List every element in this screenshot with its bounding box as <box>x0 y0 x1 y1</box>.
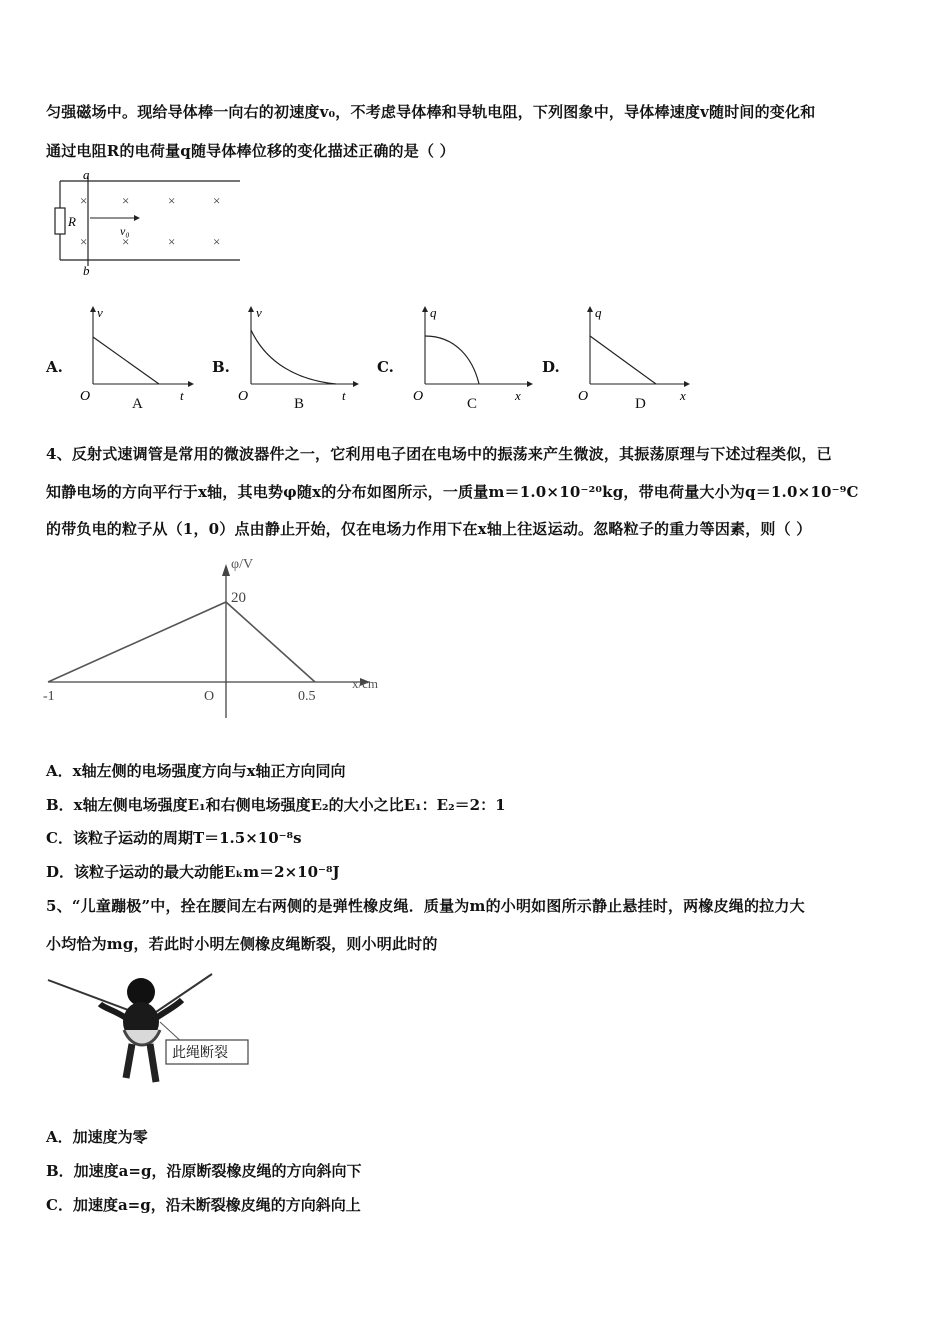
resistor-label: R <box>68 214 76 229</box>
svg-text:×: × <box>122 234 130 249</box>
svg-text:t: t <box>180 388 184 403</box>
svg-text:O: O <box>238 389 249 404</box>
magnetic-field-marks <box>80 193 220 249</box>
rod-end-b: b <box>83 263 90 278</box>
x-tick-0-5: 0.5 <box>298 689 316 704</box>
rod-end-a: a <box>83 168 90 182</box>
svg-text:q: q <box>595 305 602 320</box>
svg-text:x: x <box>515 388 521 403</box>
svg-text:×: × <box>168 234 176 249</box>
y-axis-label: φ/V <box>231 557 254 572</box>
q4-option-a[interactable]: A．x轴左侧的电场强度方向与x轴正方向同向 <box>46 762 346 780</box>
potential-line <box>48 602 315 682</box>
q4-text-line-2: 知静电场的方向平行于x轴，其电势φ随x的分布如图所示，一质量m＝1.0×10⁻²⁰kg，带电荷量大小为q＝1.0×10⁻⁹C <box>46 483 859 501</box>
q5-text-line-2: 小均恰为mg，若此时小明左侧橡皮绳断裂，则小明此时的 <box>46 935 438 953</box>
svg-text:×: × <box>213 234 221 249</box>
harness <box>124 1030 160 1045</box>
svg-text:O: O <box>578 389 589 404</box>
svg-text:v: v <box>97 305 103 320</box>
svg-text:×: × <box>168 193 176 208</box>
q5-option-c[interactable]: C．加速度a=g，沿未断裂橡皮绳的方向斜向上 <box>46 1196 361 1214</box>
svg-text:O: O <box>413 389 424 404</box>
velocity-label: v₀ <box>120 224 130 238</box>
svg-text:O: O <box>80 389 91 404</box>
broken-rope-label: 此绳断裂 <box>172 1046 228 1061</box>
svg-text:q: q <box>430 305 437 320</box>
graph-c-curve <box>425 336 479 384</box>
q3-graph-b-caption: B <box>294 396 305 412</box>
graph-a-curve <box>93 337 159 384</box>
graph-d-curve <box>590 336 656 384</box>
svg-text:×: × <box>80 234 88 249</box>
q3-graph-a-caption: A <box>132 396 143 412</box>
q4-potential-chart <box>40 548 400 728</box>
svg-text:×: × <box>80 193 88 208</box>
x-tick-neg1: -1 <box>43 689 55 704</box>
child-head <box>127 978 155 1006</box>
q3-circuit-diagram <box>46 168 246 278</box>
svg-text:x: x <box>680 388 686 403</box>
q3-option-c-label[interactable]: C. <box>377 358 394 376</box>
x-tick-origin: O <box>204 689 215 704</box>
q3-text-line-2: 通过电阻R的电荷量q随导体棒位移的变化描述正确的是（ ） <box>46 142 455 160</box>
svg-text:×: × <box>213 193 221 208</box>
x-axis-label: x/cm <box>352 676 378 691</box>
resistor-symbol <box>55 208 65 234</box>
q3-graph-c-caption: C <box>467 396 478 412</box>
q5-bungee-figure <box>44 970 259 1090</box>
q5-option-a[interactable]: A．加速度为零 <box>46 1128 148 1146</box>
right-rope <box>156 974 212 1012</box>
q3-text-line-1: 匀强磁场中。现给导体棒一向右的初速度v₀，不考虑导体棒和导轨电阻，下列图象中，导体棒速度v随时间的变化和 <box>46 103 816 121</box>
q3-option-b-label[interactable]: B. <box>212 358 230 376</box>
svg-text:×: × <box>122 193 130 208</box>
q4-option-c[interactable]: C．该粒子运动的周期T＝1.5×10⁻⁸s <box>46 829 302 847</box>
y-tick-20: 20 <box>231 590 246 606</box>
q5-text-line-1: 5、“儿童蹦极”中，拴在腰间左右两侧的是弹性橡皮绳．质量为m的小明如图所示静止悬挂时，两橡皮绳的拉力大 <box>46 897 805 915</box>
q3-option-d-label[interactable]: D. <box>542 358 560 376</box>
svg-text:v: v <box>256 305 262 320</box>
graph-b-curve <box>251 330 336 384</box>
q4-text-line-1: 4、反射式速调管是常用的微波器件之一，它利用电子团在电场中的振荡来产生微波，其振荡原理与下述过程类似，已 <box>46 445 832 463</box>
left-rope <box>48 980 128 1010</box>
svg-text:t: t <box>342 388 346 403</box>
q4-option-d[interactable]: D．该粒子运动的最大动能Eₖm＝2×10⁻⁸J <box>46 863 340 881</box>
q3-option-a-label[interactable]: A. <box>46 358 63 376</box>
q4-text-line-3: 的带负电的粒子从（1，0）点由静止开始，仅在电场力作用下在x轴上往返运动。忽略粒子的重力等因素，则（ ） <box>46 520 812 538</box>
q3-graph-d-caption: D <box>635 396 646 412</box>
q4-option-b[interactable]: B．x轴左侧电场强度E₁和右侧电场强度E₂的大小之比E₁：E₂＝2：1 <box>46 796 506 814</box>
q5-option-b[interactable]: B．加速度a=g，沿原断裂橡皮绳的方向斜向下 <box>46 1162 362 1180</box>
